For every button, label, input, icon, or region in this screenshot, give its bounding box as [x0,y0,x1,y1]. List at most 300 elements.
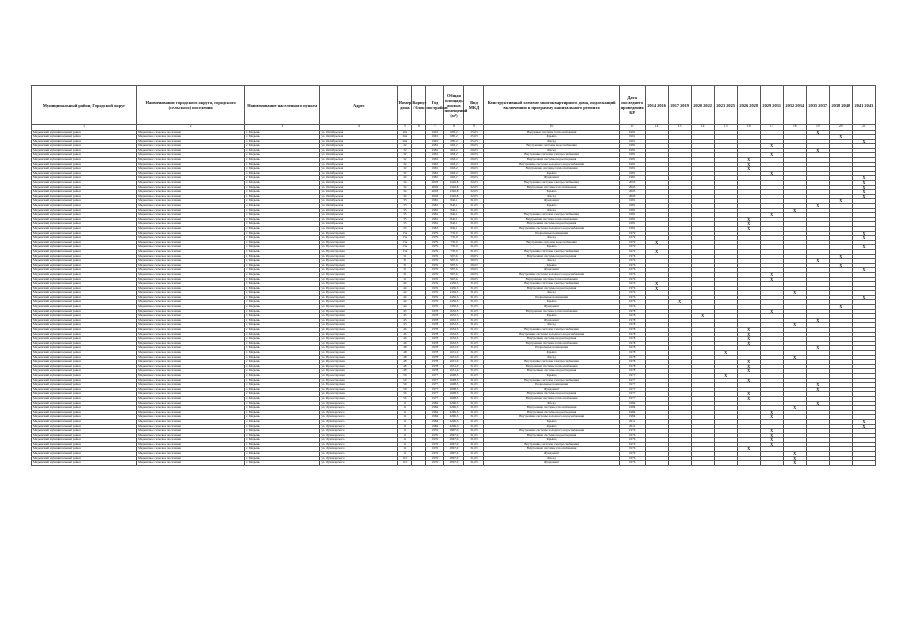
address-cell: ул. Пролетарская [320,245,398,250]
settlement-cell: Медынское сельское поселение [137,176,245,181]
area-cell: 2296,5 [444,424,464,429]
last-repair-cell: 1981 [619,158,645,163]
address-cell: ул. Октябрьская [320,153,398,158]
year-built-cell: 1978 [426,309,444,314]
header-row [32,86,876,125]
period-cell: X [852,236,875,241]
locality-cell: г. Медынь [245,171,320,176]
address-cell: ул. Луначарского [320,461,398,466]
settlement-cell: Медынское сельское поселение [137,300,245,305]
building-type-cell: 31,03 [464,295,484,300]
house-number-cell: 32 [398,153,412,158]
period-cell: X [852,245,875,250]
area-cell: 1631,0 [444,346,464,351]
area-cell: 2296,5 [444,401,464,406]
house-number-cell: 31 [398,277,412,282]
area-cell: 1632,5 [444,332,464,337]
locality-cell: г. Медынь [245,328,320,333]
house-number-cell: 56 [398,396,412,401]
locality-cell: г. Медынь [245,456,320,461]
area-cell: 663,2 [444,158,464,163]
period-cell: X [737,369,760,374]
year-built-cell: 1991 [426,135,444,140]
building-type-cell: 29,03 [464,171,484,176]
last-repair-cell: 1977 [619,378,645,383]
table-body [32,130,876,465]
district-cell: Медынский муниципальный район [32,369,137,374]
year-built-cell: 1976 [426,277,444,282]
period-cell: X [760,438,783,443]
element-cell: Фундамент [484,176,619,181]
header-cell: Наименование городского округа, городского (сельского) поселения [137,86,245,125]
year-built-cell: 1981 [426,213,444,218]
house-number-cell: 56 [398,392,412,397]
address-cell: ул. Октябрьская [320,226,398,231]
address-cell: ул. Октябрьская [320,162,398,167]
period-cell: X [806,387,829,392]
year-built-cell: 1977 [426,373,444,378]
element-cell: Внутренние системы газоснабжения [484,185,619,190]
area-cell: 1631,0 [444,355,464,360]
house-number-cell: 35 [398,199,412,204]
locality-cell: г. Медынь [245,153,320,158]
house-number-cell: 15а [398,231,412,236]
last-repair-cell: 2011 [619,424,645,429]
district-cell: Медынский муниципальный район [32,378,137,383]
year-built-cell: 1978 [426,318,444,323]
column-number: 18 [783,125,806,131]
period-cell: X [645,282,668,287]
building-type-cell: 31,03 [464,309,484,314]
address-cell: ул. Пролетарская [320,323,398,328]
table-row [32,461,876,466]
element-cell: Внутренние системы холодного водоснабжения [484,332,619,337]
element-cell: Крыша [484,171,619,176]
building-type-cell: 31,03 [464,226,484,231]
settlement-cell: Медынское сельское поселение [137,263,245,268]
period-cell [852,461,875,466]
column-number: 10 [484,125,619,131]
year-built-cell: 1976 [426,456,444,461]
period-cell: X [737,167,760,172]
last-repair-cell: 2003 [619,185,645,190]
house-number-cell: 32 [398,162,412,167]
locality-cell: г. Медынь [245,139,320,144]
locality-cell: г. Медынь [245,415,320,420]
period-cell: X [829,254,852,259]
locality-cell: г. Медынь [245,410,320,415]
house-number-cell: 15а [398,240,412,245]
last-repair-cell: 1978 [619,337,645,342]
house-number-cell: 45 [398,314,412,319]
element-cell: Крыша [484,438,619,443]
year-built-cell: 1981 [426,144,444,149]
house-number-cell: 32 [398,148,412,153]
address-cell: ул. Луначарского [320,452,398,457]
address-cell: ул. Пролетарская [320,240,398,245]
element-cell: Внутренние системы электроснабжения [484,378,619,383]
settlement-cell: Медынское сельское поселение [137,373,245,378]
settlement-cell: Медынское сельское поселение [137,346,245,351]
period-cell: X [737,364,760,369]
building-type-cell: 31,03 [464,240,484,245]
year-built-cell: 1976 [426,291,444,296]
element-cell: Внутренние системы холодного водоснабжения [484,415,619,420]
address-cell: ул. Луначарского [320,406,398,411]
building-type-cell: 31,03 [464,300,484,305]
column-number: 6 [412,125,426,131]
area-cell: 1631,0 [444,351,464,356]
settlement-cell: Медынское сельское поселение [137,162,245,167]
area-cell: 967,6 [444,272,464,277]
house-number-cell: 11 [398,410,412,415]
element-cell: Внутренние системы водоотведения [484,337,619,342]
district-cell: Медынский муниципальный район [32,139,137,144]
area-cell: 2296,5 [444,406,464,411]
settlement-cell: Медынское сельское поселение [137,295,245,300]
element-cell: Крыша [484,424,619,429]
locality-cell: г. Медынь [245,236,320,241]
last-repair-cell: 1976 [619,254,645,259]
year-built-cell: 1976 [426,442,444,447]
building-type-cell: 31,03 [464,433,484,438]
building-type-cell: 31,03 [464,222,484,227]
year-built-cell: 1977 [426,392,444,397]
district-cell: Медынский муниципальный район [32,194,137,199]
area-cell: 1326,8 [444,185,464,190]
period-cell: X [760,429,783,434]
last-repair-cell: 1981 [619,167,645,172]
house-number-cell: 11 [398,406,412,411]
period-cell: X [829,305,852,310]
building-type-cell: 29,03 [464,158,484,163]
header-cell: 2041 2043 [852,86,875,125]
year-built-cell: 1978 [426,364,444,369]
last-repair-cell: 1978 [619,328,645,333]
last-repair-cell: 1976 [619,442,645,447]
last-repair-cell: 2011 [619,419,645,424]
district-cell: Медынский муниципальный район [32,309,137,314]
locality-cell: г. Медынь [245,231,320,236]
district-cell: Медынский муниципальный район [32,135,137,140]
element-cell: Внутренние системы водоснабжения [484,144,619,149]
house-number-cell: 35 [398,222,412,227]
settlement-cell: Медынское сельское поселение [137,135,245,140]
district-cell: Медынский муниципальный район [32,199,137,204]
element-cell: Фундамент [484,318,619,323]
element-cell: Фундамент [484,305,619,310]
district-cell: Медынский муниципальный район [32,190,137,195]
element-cell: Внутренние системы электроснабжения [484,442,619,447]
address-cell: ул. Пролетарская [320,263,398,268]
building-type-cell: 31,03 [464,282,484,287]
period-cell [806,461,829,466]
column-number: 5 [398,125,412,131]
year-built-cell: 1978 [426,323,444,328]
address-cell: ул. Пролетарская [320,236,398,241]
settlement-cell: Медынское сельское поселение [137,419,245,424]
period-cell: X [760,171,783,176]
element-cell: Внутренние системы холодного водоснабжения [484,162,619,167]
house-number-cell: 48 [398,360,412,365]
last-repair-cell: 1981 [619,213,645,218]
settlement-cell: Медынское сельское поселение [137,213,245,218]
last-repair-cell: 2003 [619,190,645,195]
period-cell: X [852,194,875,199]
last-repair-cell: 1978 [619,355,645,360]
header-cell: Корпус / блок [412,86,426,125]
address-cell: ул. Пролетарская [320,373,398,378]
building-type-cell: 31,03 [464,410,484,415]
house-number-cell: 46 [398,341,412,346]
area-cell: 663,2 [444,153,464,158]
building-type-cell: 31,03 [464,217,484,222]
year-built-cell: 1981 [426,217,444,222]
building-type-cell: 32,03 [464,190,484,195]
district-cell: Медынский муниципальный район [32,236,137,241]
district-cell: Медынский муниципальный район [32,272,137,277]
element-cell: Внутренние системы водоотведения [484,392,619,397]
house-number-cell: 44 [398,295,412,300]
settlement-cell: Медынское сельское поселение [137,406,245,411]
address-cell: ул. Октябрьская [320,148,398,153]
settlement-cell: Медынское сельское поселение [137,286,245,291]
locality-cell: г. Медынь [245,337,320,342]
house-number-cell: 45 [398,309,412,314]
house-number-cell: 48 [398,364,412,369]
element-cell: Внутренние системы теплоснабжения [484,364,619,369]
building-type-cell: 31,03 [464,328,484,333]
building-type-cell: 31,03 [464,406,484,411]
element-cell: Крыша [484,373,619,378]
last-repair-cell: 1976 [619,433,645,438]
building-type-cell: 31,03 [464,351,484,356]
period-cell: X [737,217,760,222]
settlement-cell: Медынское сельское поселение [137,410,245,415]
header-cell: Конструктивный элемент многоквартирного дома, подлежащий включению в программу капитального ремонта [484,86,619,125]
period-cell: X [760,144,783,149]
settlement-cell: Медынское сельское поселение [137,158,245,163]
last-repair-cell: 1981 [619,171,645,176]
period-cell [829,461,852,466]
last-repair-cell: 1978 [619,369,645,374]
area-cell: 1608,5 [444,383,464,388]
district-cell: Медынский муниципальный район [32,286,137,291]
area-cell: 1632,5 [444,314,464,319]
address-cell: ул. Пролетарская [320,282,398,287]
settlement-cell: Медынское сельское поселение [137,429,245,434]
last-repair-cell: 2003 [619,181,645,186]
locality-cell: г. Медынь [245,442,320,447]
area-cell: 735,0 [444,236,464,241]
locality-cell: г. Медынь [245,190,320,195]
house-number-cell: 31 [398,254,412,259]
period-cell: X [760,433,783,438]
last-repair-cell: 1981 [619,148,645,153]
column-number: 14 [691,125,714,131]
address-cell: ул. Октябрьская [320,181,398,186]
area-cell: 1326,8 [444,194,464,199]
last-repair-cell: 1981 [619,208,645,213]
period-cell: X [645,249,668,254]
house-number-cell: 26а [398,139,412,144]
header-cell: Дата последнего проведения КР [619,86,645,125]
area-cell: 1632,5 [444,318,464,323]
last-repair-cell: 1976 [619,429,645,434]
element-cell: Фасад [484,194,619,199]
settlement-cell: Медынское сельское поселение [137,208,245,213]
locality-cell: г. Медынь [245,378,320,383]
settlement-cell: Медынское сельское поселение [137,305,245,310]
house-number-cell: 44 [398,282,412,287]
period-cell: X [783,208,806,213]
building-type-cell: 29,03 [464,254,484,259]
area-cell: 1867,0 [444,447,464,452]
building-type-cell: 29,03 [464,153,484,158]
period-cell: X [806,130,829,135]
settlement-cell: Медынское сельское поселение [137,415,245,420]
building-type-cell: 31,03 [464,236,484,241]
district-cell: Медынский муниципальный район [32,346,137,351]
address-cell: ул. Пролетарская [320,309,398,314]
period-cell: X [852,295,875,300]
settlement-cell: Медынское сельское поселение [137,139,245,144]
period-cell: X [737,162,760,167]
period-cell: X [852,176,875,181]
district-cell: Медынский муниципальный район [32,396,137,401]
settlement-cell: Медынское сельское поселение [137,282,245,287]
last-repair-cell: 1978 [619,314,645,319]
district-cell: Медынский муниципальный район [32,337,137,342]
settlement-cell: Медынское сельское поселение [137,438,245,443]
period-cell: X [852,424,875,429]
area-cell: 1436,5 [444,282,464,287]
house-number-cell: 32 [398,176,412,181]
period-cell: X [806,204,829,209]
house-number-cell: 11 [398,452,412,457]
settlement-cell: Медынское сельское поселение [137,387,245,392]
element-cell: Подвальные помещения [484,231,619,236]
year-built-cell: 1981 [426,176,444,181]
house-number-cell: 46 [398,337,412,342]
address-cell: ул. Пролетарская [320,355,398,360]
last-repair-cell: 1977 [619,373,645,378]
element-cell: Внутренние системы теплоснабжения [484,309,619,314]
element-cell: Внутренние системы электроснабжения [484,213,619,218]
element-cell: Внутренние системы водоотведения [484,433,619,438]
address-cell: ул. Луначарского [320,424,398,429]
address-cell: ул. Пролетарская [320,396,398,401]
last-repair-cell: 1976 [619,452,645,457]
header-cell: Номер дома [398,86,412,125]
year-built-cell: 1978 [426,332,444,337]
locality-cell: г. Медынь [245,351,320,356]
settlement-cell: Медынское сельское поселение [137,240,245,245]
building-type-cell: 29,03 [464,263,484,268]
address-cell: ул. Луначарского [320,447,398,452]
settlement-cell: Медынское сельское поселение [137,204,245,209]
area-cell: 1632,5 [444,328,464,333]
period-cell: X [760,272,783,277]
house-number-cell: 32 [398,171,412,176]
year-built-cell: 1979 [426,236,444,241]
area-cell: 842,1 [444,213,464,218]
address-cell: ул. Октябрьская [320,158,398,163]
header-cell: 2014 2016 [645,86,668,125]
period-cell: X [714,373,737,378]
period-cell: X [829,135,852,140]
settlement-cell: Медынское сельское поселение [137,323,245,328]
last-repair-cell: 1978 [619,341,645,346]
district-cell: Медынский муниципальный район [32,438,137,443]
house-number-cell: 34 [398,185,412,190]
locality-cell: г. Медынь [245,332,320,337]
district-cell: Медынский муниципальный район [32,387,137,392]
locality-cell: г. Медынь [245,135,320,140]
header-cell: 2026 2028 [737,86,760,125]
building-type-cell: 29,03 [464,144,484,149]
house-number-cell: 11 [398,433,412,438]
area-cell: 1436,5 [444,305,464,310]
settlement-cell: Медынское сельское поселение [137,130,245,135]
house-number-cell: 31 [398,259,412,264]
locality-cell: г. Медынь [245,452,320,457]
settlement-cell: Медынское сельское поселение [137,364,245,369]
locality-cell: г. Медынь [245,254,320,259]
period-cell: X [760,277,783,282]
last-repair-cell: 1981 [619,162,645,167]
period-cell: X [783,452,806,457]
last-repair-cell: 1976 [619,277,645,282]
settlement-cell: Медынское сельское поселение [137,148,245,153]
settlement-cell: Медынское сельское поселение [137,433,245,438]
area-cell: 842,1 [444,217,464,222]
address-cell: ул. Пролетарская [320,277,398,282]
locality-cell: г. Медынь [245,249,320,254]
last-repair-cell: 1981 [619,226,645,231]
district-cell: Медынский муниципальный район [32,291,137,296]
locality-cell: г. Медынь [245,213,320,218]
settlement-cell: Медынское сельское поселение [137,249,245,254]
settlement-cell: Медынское сельское поселение [137,144,245,149]
address-cell: ул. Пролетарская [320,254,398,259]
last-repair-cell: 1976 [619,295,645,300]
district-cell: Медынский муниципальный район [32,410,137,415]
locality-cell: г. Медынь [245,373,320,378]
house-number-cell: 48 [398,355,412,360]
period-cell [714,461,737,466]
element-cell: Подвальные помещения [484,383,619,388]
last-repair-cell: 1976 [619,286,645,291]
settlement-cell: Медынское сельское поселение [137,332,245,337]
house-number-cell: 35 [398,217,412,222]
element-cell: Крыша [484,419,619,424]
period-cell: X [852,190,875,195]
district-cell: Медынский муниципальный район [32,162,137,167]
element-cell: Наружные системы теплоснабжения [484,130,619,135]
address-cell: ул. Пролетарская [320,259,398,264]
element-cell: Крыша [484,245,619,250]
building-type-cell: 25,03 [464,139,484,144]
year-built-cell: 1976 [426,300,444,305]
area-cell: 663,2 [444,171,464,176]
year-built-cell: 1978 [426,351,444,356]
year-built-cell: 2003 [426,190,444,195]
district-cell: Медынский муниципальный район [32,314,137,319]
district-cell: Медынский муниципальный район [32,181,137,186]
year-built-cell: 1976 [426,263,444,268]
address-cell: ул. Пролетарская [320,337,398,342]
